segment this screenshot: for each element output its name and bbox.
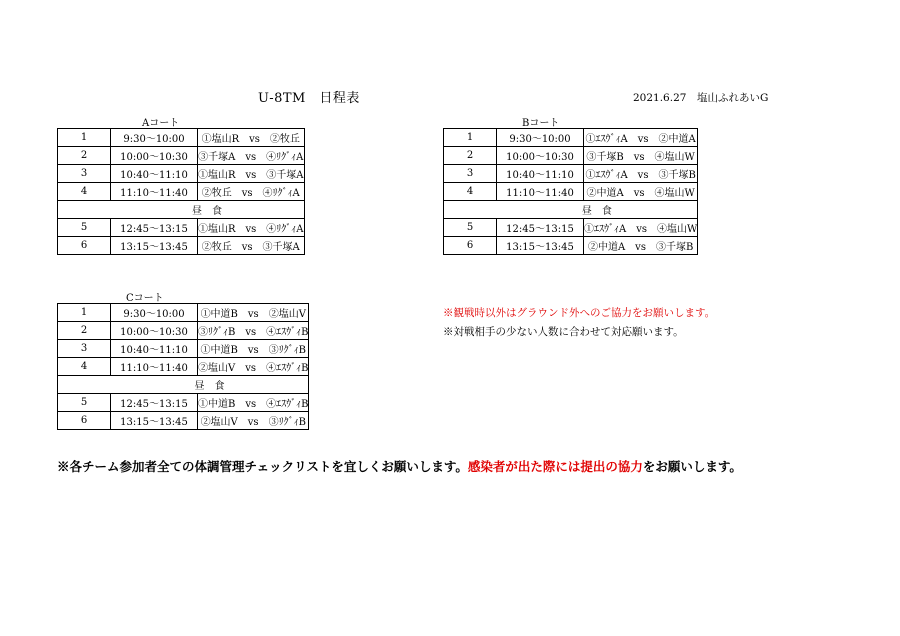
court-a-label: Aコート xyxy=(142,118,180,129)
match-row xyxy=(58,358,309,376)
match-row xyxy=(444,129,698,147)
match-time-cell: 10:00～10:30 xyxy=(111,322,198,340)
matchup-cell: ①ｴｽｳﾞｨA vs ③千塚B xyxy=(584,165,698,183)
schedule-title: U-8TM 日程表 xyxy=(258,91,360,106)
court-b-table xyxy=(443,128,698,255)
match-number-cell: 3 xyxy=(58,165,111,183)
match-time-cell: 10:40～11:10 xyxy=(111,340,198,358)
match-number-cell: 2 xyxy=(58,147,111,165)
match-time-cell: 13:15～13:45 xyxy=(497,237,584,255)
match-number-cell: 2 xyxy=(58,322,111,340)
match-number-cell: 6 xyxy=(58,412,111,430)
match-number-cell: 4 xyxy=(444,183,497,201)
match-time-cell: 10:00～10:30 xyxy=(111,147,198,165)
lunch-cell: 昼 食 xyxy=(111,376,309,394)
match-row xyxy=(58,183,305,201)
match-row xyxy=(58,237,305,255)
match-number-cell: 6 xyxy=(58,237,111,255)
match-row xyxy=(444,165,698,183)
matchup-cell: ①塩山R vs ④ﾘｸﾞｨA xyxy=(198,219,305,237)
matchup-cell: ①ｴｽｳﾞｨA vs ②中道A xyxy=(584,129,698,147)
match-number-cell: 1 xyxy=(444,129,497,147)
match-row xyxy=(444,219,698,237)
match-time-cell: 10:40～11:10 xyxy=(497,165,584,183)
footer-note xyxy=(57,457,742,475)
match-row xyxy=(58,304,309,322)
footer-checklist-text: ※各チーム参加者全ての体調管理チェックリストを宜しくお願いします。 xyxy=(57,459,468,474)
matchup-cell: ①中道B vs ③ﾘｸﾞｨB xyxy=(198,340,309,358)
court-c-table xyxy=(57,303,309,430)
match-number-cell: 3 xyxy=(444,165,497,183)
match-row xyxy=(58,147,305,165)
date-venue: 2021.6.27 塩山ふれあいG xyxy=(633,92,769,104)
lunch-row xyxy=(58,376,309,394)
match-number-cell: 5 xyxy=(444,219,497,237)
footer-request-text: をお願いします。 xyxy=(642,459,742,474)
match-row xyxy=(58,165,305,183)
matchup-cell: ②中道A vs ④塩山W xyxy=(584,183,698,201)
match-row xyxy=(58,340,309,358)
matchup-cell: ②中道A vs ③千塚B xyxy=(584,237,698,255)
court-c-label: Cコート xyxy=(126,293,164,304)
match-time-cell: 12:45～13:15 xyxy=(111,394,198,412)
match-row xyxy=(58,394,309,412)
spectator-note: ※観戦時以外はグラウンド外へのご協力をお願いします。 xyxy=(443,307,716,319)
lunch-cell: 昼 食 xyxy=(497,201,698,219)
lunch-blank-cell xyxy=(444,201,497,219)
lunch-row xyxy=(58,201,305,219)
lunch-cell: 昼 食 xyxy=(111,201,305,219)
match-time-cell: 11:10～11:40 xyxy=(111,358,198,376)
match-row xyxy=(444,237,698,255)
match-time-cell: 11:10～11:40 xyxy=(497,183,584,201)
match-time-cell: 13:15～13:45 xyxy=(111,237,198,255)
match-number-cell: 3 xyxy=(58,340,111,358)
match-time-cell: 10:40～11:10 xyxy=(111,165,198,183)
match-time-cell: 11:10～11:40 xyxy=(111,183,198,201)
lunch-blank-cell xyxy=(58,376,111,394)
match-time-cell: 12:45～13:15 xyxy=(497,219,584,237)
match-number-cell: 5 xyxy=(58,219,111,237)
matchup-cell: ①塩山R vs ③千塚A xyxy=(198,165,305,183)
match-time-cell: 9:30～10:00 xyxy=(111,129,198,147)
matchup-cell: ③千塚B vs ④塩山W xyxy=(584,147,698,165)
lunch-row xyxy=(444,201,698,219)
match-number-cell: 1 xyxy=(58,304,111,322)
lunch-blank-cell xyxy=(58,201,111,219)
matchup-cell: ②牧丘 vs ④ﾘｸﾞｨA xyxy=(198,183,305,201)
match-time-cell: 13:15～13:45 xyxy=(111,412,198,430)
match-row xyxy=(58,129,305,147)
match-number-cell: 5 xyxy=(58,394,111,412)
match-time-cell: 9:30～10:00 xyxy=(497,129,584,147)
match-time-cell: 9:30～10:00 xyxy=(111,304,198,322)
match-number-cell: 4 xyxy=(58,358,111,376)
match-time-cell: 12:45～13:15 xyxy=(111,219,198,237)
match-number-cell: 4 xyxy=(58,183,111,201)
court-b-label: Bコート xyxy=(522,118,560,129)
court-a-table xyxy=(57,128,305,255)
match-row xyxy=(444,183,698,201)
match-row xyxy=(58,219,305,237)
match-row xyxy=(444,147,698,165)
opponent-note: ※対戦相手の少ない人数に合わせて対応願います。 xyxy=(443,326,684,338)
matchup-cell: ②塩山V vs ④ｴｽｳﾞｨB xyxy=(198,358,309,376)
match-row xyxy=(58,322,309,340)
matchup-cell: ②牧丘 vs ③千塚A xyxy=(198,237,305,255)
match-number-cell: 2 xyxy=(444,147,497,165)
matchup-cell: ①ｴｽｳﾞｨA vs ④塩山W xyxy=(584,219,698,237)
match-number-cell: 1 xyxy=(58,129,111,147)
match-time-cell: 10:00～10:30 xyxy=(497,147,584,165)
matchup-cell: ①中道B vs ④ｴｽｳﾞｨB xyxy=(198,394,309,412)
match-row xyxy=(58,412,309,430)
matchup-cell: ③ﾘｸﾞｨB vs ④ｴｽｳﾞｨB xyxy=(198,322,309,340)
matchup-cell: ①中道B vs ②塩山V xyxy=(198,304,309,322)
matchup-cell: ②塩山V vs ③ﾘｸﾞｨB xyxy=(198,412,309,430)
footer-infection-text: 感染者が出た際には提出の協力 xyxy=(467,459,643,474)
matchup-cell: ①塩山R vs ②牧丘 xyxy=(198,129,305,147)
matchup-cell: ③千塚A vs ④ﾘｸﾞｨA xyxy=(198,147,305,165)
match-number-cell: 6 xyxy=(444,237,497,255)
